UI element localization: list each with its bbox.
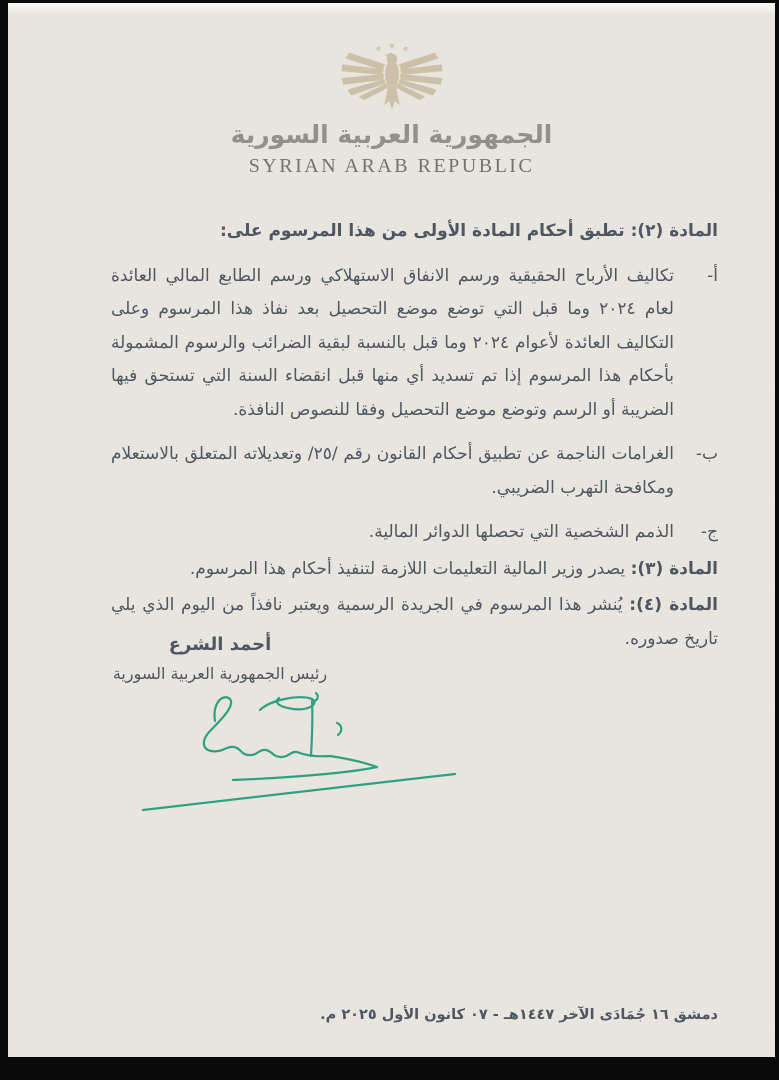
item-a-text: تكاليف الأرباح الحقيقية ورسم الانفاق الاستهلاكي ورسم الطابع المالي العائدة لعام ٢٠٢٤ وما قبل التي توضع موضع التحصيل بعد نفاذ هذا المرسوم وعلى التكاليف العائدة لأعوام ٢٠٢٤ وما قبل بالنسبة لبقية الضرائب والرسوم المشمولة بأحكام هذا المرسوم إذا تم تسديد أي منها قبل انقضاء السنة التي تستحق فيها الضريبة أو الرسم وتوضع موضع التحصيل وفقا للنصوص النافذة. <box>111 265 674 420</box>
decree-body <box>8 215 775 656</box>
republic-arabic-title: الجمهورية العربية السورية <box>230 120 553 149</box>
item-c-marker: ج- <box>700 522 718 542</box>
article-4-text: يُنشر هذا المرسوم في الجريدة الرسمية ويعتبر نافذاً من اليوم الذي يلي تاريخ صدوره. <box>111 595 718 649</box>
handwritten-signature <box>135 683 475 823</box>
date-place-line: دمشق ١٦ جُمَادَى الآخر ١٤٤٧هـ - ٠٧ كانون الأول ٢٠٢٥ م. <box>320 1007 718 1023</box>
article-2-item-c <box>111 516 718 550</box>
item-b-marker: ب- <box>695 444 718 464</box>
signature-block <box>110 630 330 688</box>
signer-name: أحمد الشرع <box>168 634 272 655</box>
article-2-item-a <box>111 260 718 428</box>
article-3-text: يصدر وزير المالية التعليمات اللازمة لتنفيذ أحكام هذا المرسوم. <box>189 558 626 579</box>
item-b-text: الغرامات الناجمة عن تطبيق أحكام القانون رقم /٢٥/ وتعديلاته المتعلق بالاستعلام ومكافحة التهرب الضريبي. <box>111 444 674 498</box>
republic-english-title: SYRIAN ARAB REPUBLIC <box>248 155 535 177</box>
article-2-heading: المادة (٢): تطبق أحكام المادة الأولى من هذا المرسوم على: <box>220 221 718 241</box>
article-2-item-b <box>111 438 718 505</box>
article-3-line <box>111 553 718 587</box>
item-c-text: الذمم الشخصية التي تحصلها الدوائر المالية. <box>368 522 674 542</box>
letterhead <box>8 3 775 179</box>
signer-title: رئيس الجمهورية العربية السورية <box>112 664 328 683</box>
syrian-eagle-emblem-icon <box>333 41 451 113</box>
article-3-label: المادة (٣): <box>630 558 718 579</box>
item-a-marker: أ- <box>707 265 718 286</box>
document-paper <box>8 3 775 1057</box>
article-4-label: المادة (٤): <box>629 595 718 615</box>
